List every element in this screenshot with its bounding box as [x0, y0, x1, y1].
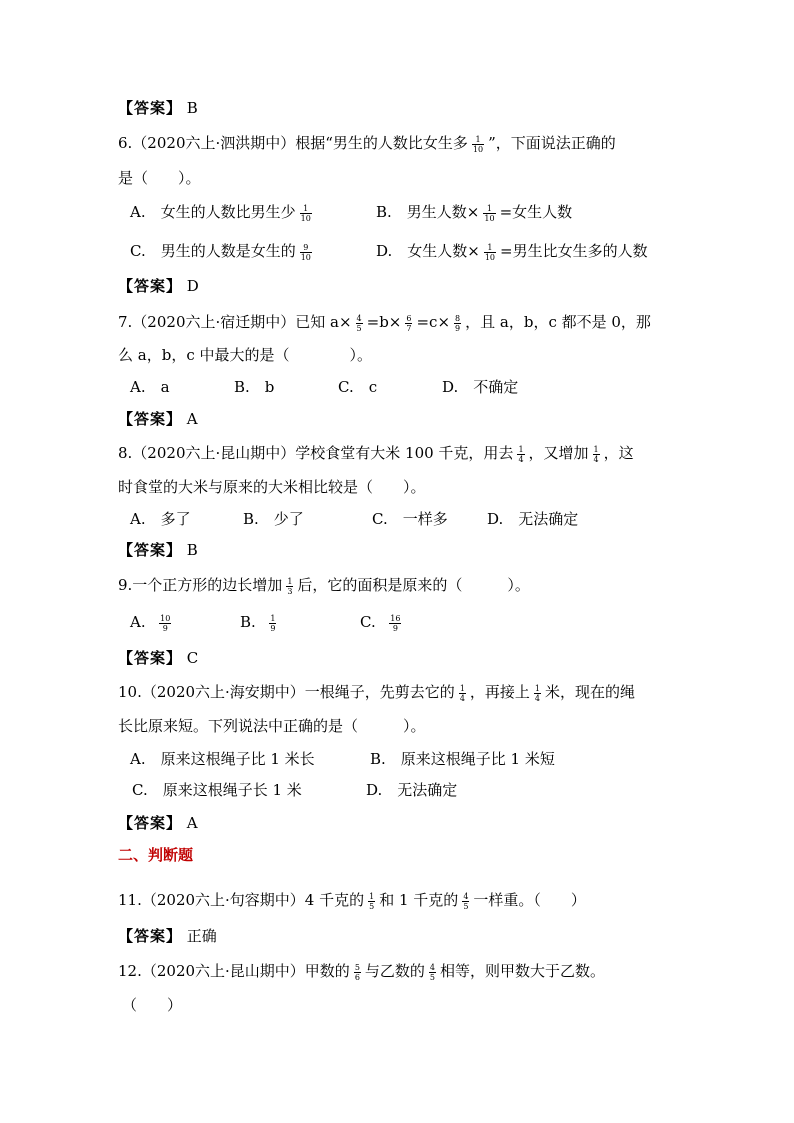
question-10-line-1: 10.（2020六上·海安期中）一根绳子，先剪去它的 $\frac{1}{4}$ ，再接上 $\frac{1}{4}$ 米，现在的绳: [118, 683, 636, 703]
option-a: A. 原来这根绳子比 1 米长: [130, 750, 315, 768]
answer-label: 【答案】: [118, 649, 183, 667]
question-7-line-2: 么 a，b，c 中最大的是（ ）。: [118, 346, 372, 364]
fraction: $\frac{1}{10}$: [484, 203, 495, 223]
fraction: $\frac{1}{4}$: [593, 444, 599, 464]
option-c: C. $\frac{16}{9}$: [360, 613, 401, 633]
section-title: 二、判断题: [118, 846, 194, 864]
fraction: $\frac{1}{4}$: [459, 683, 465, 703]
fraction: $\frac{4}{5}$: [429, 962, 436, 982]
question-text: 6.（2020六上·泗洪期中）根据“男生的人数比女生多: [118, 134, 468, 152]
answer-value: B: [186, 541, 198, 559]
option-d: D. 不确定: [442, 378, 519, 396]
fraction: $\frac{5}{6}$: [354, 962, 360, 982]
answer-value: C: [186, 649, 199, 667]
option-b: B. 原来这根绳子比 1 米短: [370, 750, 555, 768]
question-8-line-1: 8.（2020六上·昆山期中）学校食堂有大米 100 千克，用去 $\frac{1}{4}$ ，又增加 $\frac{1}{4}$ ，这: [118, 444, 634, 464]
question-6-line-2: 是（ ）。: [118, 169, 201, 187]
answer-value: 正确: [186, 927, 217, 945]
answer-label: 【答案】: [118, 927, 183, 945]
fraction: $\frac{1}{10}$: [472, 134, 484, 154]
fraction: $\frac{1}{10}$: [300, 203, 311, 223]
answer-label: 【答案】: [118, 814, 183, 832]
answer-line-q6: [118, 276, 199, 296]
fraction: $\frac{1}{4}$: [518, 444, 524, 464]
question-10-line-2: 长比原来短。下列说法中正确的是（ ）。: [118, 717, 426, 735]
option-a: A. $\frac{10}{9}$: [130, 613, 171, 633]
option-d: D. 无法确定: [366, 781, 458, 799]
fraction: $\frac{1}{9}$: [270, 613, 276, 633]
question-6-line-1: [118, 133, 616, 154]
answer-value: A: [186, 410, 198, 428]
answer-value: B: [186, 99, 198, 117]
option-b: B. b: [234, 378, 275, 396]
answer-line-q11: [118, 926, 217, 946]
fraction: $\frac{6}{7}$: [406, 313, 412, 333]
option-d: D. 无法确定: [487, 510, 579, 528]
answer-label: 【答案】: [118, 541, 183, 559]
fraction: $\frac{9}{10}$: [300, 242, 311, 262]
fraction: $\frac{1}{5}$: [369, 891, 375, 911]
answer-value: D: [186, 277, 199, 295]
option-c: C. 一样多: [372, 510, 448, 528]
option-a: A. a: [130, 378, 170, 396]
answer-line-q8: [118, 540, 198, 560]
option-b: B. 男生人数× $\frac{1}{10}$ =女生人数: [376, 203, 573, 223]
fraction: $\frac{16}{9}$: [390, 613, 401, 633]
fraction: $\frac{1}{3}$: [287, 576, 293, 596]
question-9-line-1: 9.一个正方形的边长增加 $\frac{1}{3}$ 后，它的面积是原来的（ ）。: [118, 576, 530, 596]
question-11-line-1: 11.（2020六上·句容期中）4 千克的 $\frac{1}{5}$ 和 1 千克的 $\frac{4}{5}$ 一样重。（ ）: [118, 891, 586, 911]
answer-line-q9: [118, 648, 198, 668]
answer-label: 【答案】: [118, 99, 183, 117]
answer-label: 【答案】: [118, 277, 183, 295]
fraction: $\frac{4}{5}$: [463, 891, 469, 911]
question-7-line-1: 7.（2020六上·宿迁期中）已知 a× $\frac{4}{5}$ =b× $\frac{6}{7}$ =c× $\frac{8}{9}$ ，且 a，b，c 都不是 0，那: [118, 313, 651, 333]
question-text: ”，下面说法正确的: [488, 134, 616, 152]
question-8-line-2: 时食堂的大米与原来的大米相比较是（ ）。: [118, 478, 426, 496]
answer-line-q10: [118, 813, 198, 833]
answer-value: A: [186, 814, 198, 832]
option-b: B. 少了: [243, 510, 304, 528]
answer-line-q7: [118, 409, 198, 429]
question-12-line-2: （ ）: [122, 996, 183, 1014]
option-c: C. 男生的人数是女生的 $\frac{9}{10}$: [130, 242, 311, 262]
option-a: A. 多了: [130, 510, 191, 528]
option-a: A. 女生的人数比男生少 $\frac{1}{10}$: [130, 203, 311, 223]
answer-line-q5: [118, 98, 198, 118]
option-c: C. 原来这根绳子长 1 米: [132, 781, 302, 799]
fraction: $\frac{1}{10}$: [484, 242, 496, 262]
option-b: B. $\frac{1}{9}$: [240, 613, 276, 633]
fraction: $\frac{10}{9}$: [160, 613, 171, 633]
fraction: $\frac{1}{4}$: [534, 683, 541, 703]
option-d: D. 女生人数× $\frac{1}{10}$ =男生比女生多的人数: [376, 242, 648, 262]
fraction: $\frac{8}{9}$: [455, 313, 461, 333]
fraction: $\frac{4}{5}$: [356, 313, 362, 333]
option-c: C. c: [338, 378, 378, 396]
answer-label: 【答案】: [118, 410, 183, 428]
question-12-line-1: 12.（2020六上·昆山期中）甲数的 $\frac{5}{6}$ 与乙数的 $\frac{4}{5}$ 相等，则甲数大于乙数。: [118, 962, 606, 982]
